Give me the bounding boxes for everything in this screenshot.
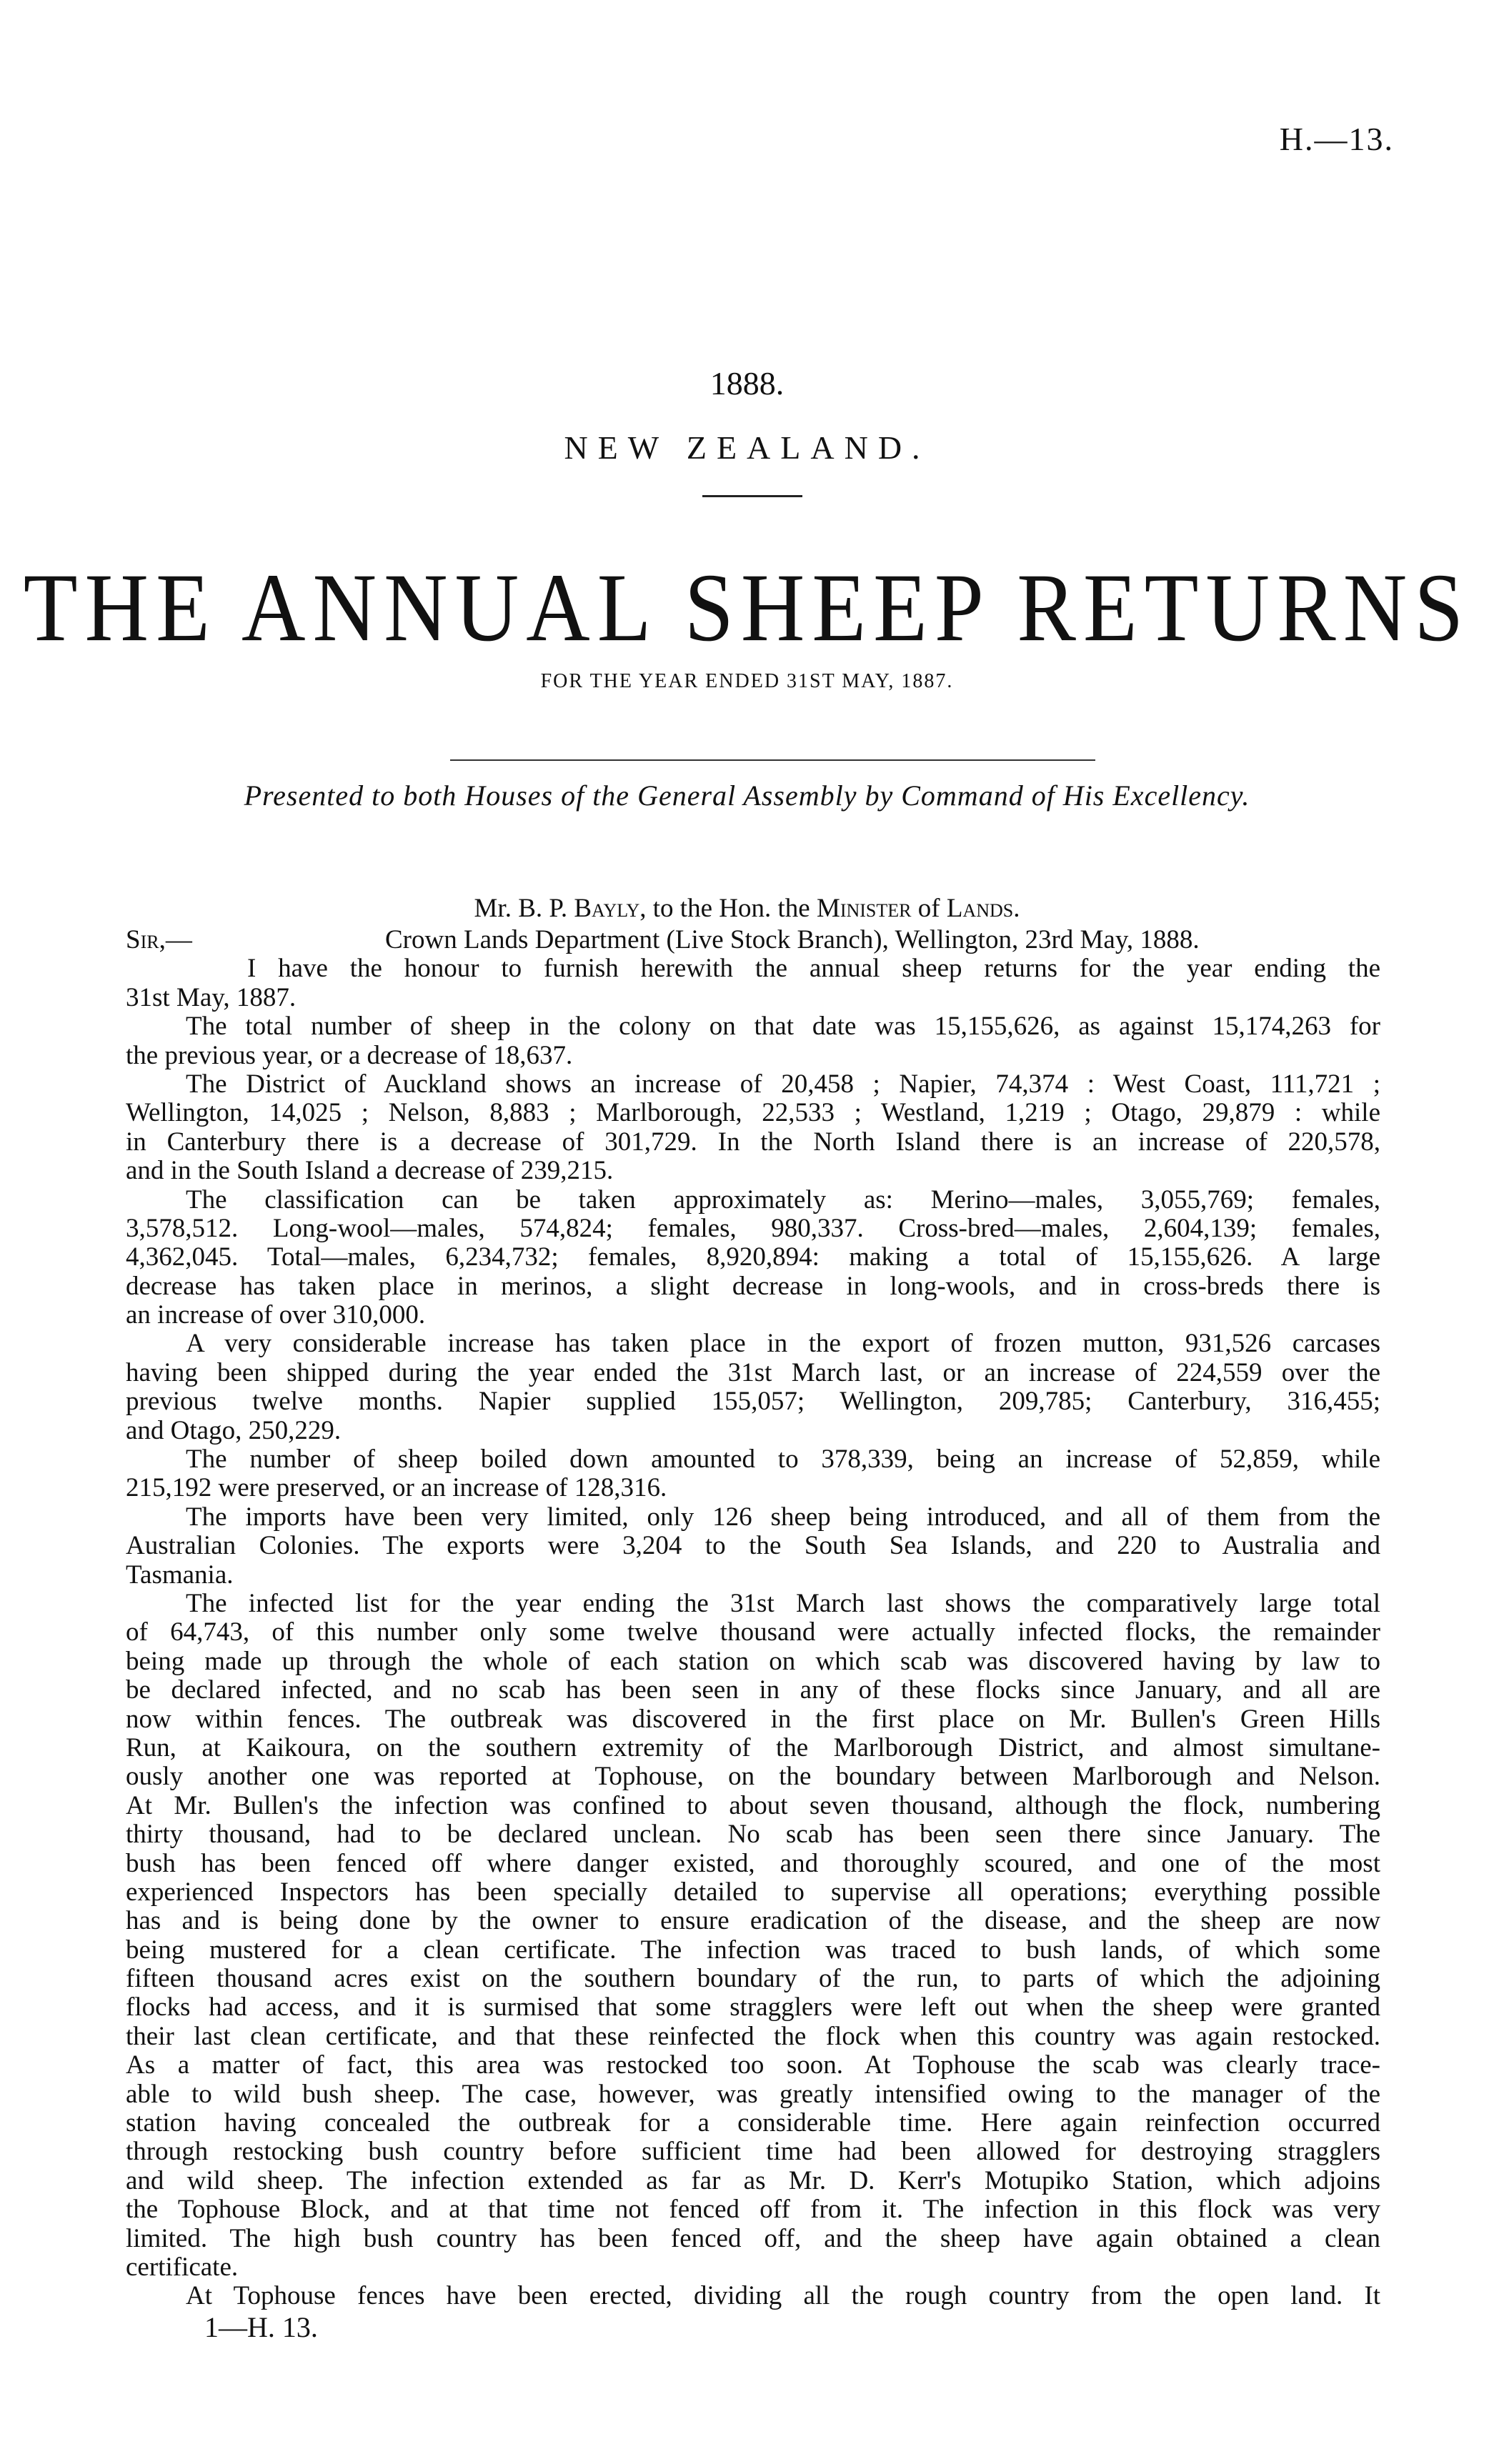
text-line: 3,578,512. Long-wool—males, 574,824; females, 980,337. Cross-bred—males, 2,604,139; females,	[126, 1213, 1380, 1243]
text-line: Wellington, 14,025 ; Nelson, 8,883 ; Marlborough, 22,533 ; Westland, 1,219 ; Otago, 29,879 : while	[126, 1098, 1380, 1128]
text-line: certificate.	[126, 2252, 239, 2282]
text-line: being mustered for a clean certificate. The infection was traced to bush lands, of which some	[126, 1935, 1380, 1965]
text-line: At Tophouse fences have been erected, dividing all the rough country from the open land. It	[186, 2281, 1380, 2311]
paragraph	[126, 1186, 1380, 1330]
text-line: bush has been fenced off where danger existed, and thoroughly scoured, and one of the most	[126, 1848, 1380, 1878]
text-line: the Tophouse Block, and at that time not fenced off from it. The infection in this flock was very	[126, 2195, 1380, 2225]
text-line: 31st May, 1887.	[126, 982, 297, 1012]
paragraph	[126, 1070, 1380, 1186]
divider	[702, 495, 802, 497]
presentation-note: Presented to both Houses of the General Assembly by Command of His Excellency.	[244, 779, 1250, 812]
text-line: Australian Colonies. The exports were 3,204 to the South Sea Islands, and 220 to Australia and	[126, 1531, 1380, 1561]
salutation: Sir,—	[126, 925, 192, 954]
text-line: Tasmania.	[126, 1560, 234, 1590]
document-title: THE ANNUAL SHEEP RETURNS	[23, 554, 1471, 662]
text-line: experienced Inspectors has been specially detailed to supervise all operations; everything possible	[126, 1877, 1380, 1907]
text-line: an increase of over 310,000.	[126, 1300, 426, 1330]
text-line: ously another one was reported at Tophouse, on the boundary between Marlborough and Nelson.	[126, 1762, 1380, 1792]
text-line: of 64,743, of this number only some twelve thousand were actually infected flocks, the remainder	[126, 1617, 1380, 1647]
page-footer: 1—H. 13.	[204, 2311, 318, 2343]
text-line: and wild sheep. The infection extended as far as Mr. D. Kerr's Motupiko Station, which adjoins	[126, 2165, 1380, 2195]
paragraph	[126, 1445, 1380, 1503]
paragraph	[126, 2282, 1380, 2310]
text-line: and Otago, 250,229.	[126, 1415, 342, 1445]
paragraph	[126, 1590, 1380, 2282]
text-line: be declared infected, and no scab has been seen in any of these flocks since January, and all are	[126, 1675, 1380, 1705]
text-line: The imports have been very limited, only 126 sheep being introduced, and all of them from the	[186, 1502, 1380, 1532]
letter-address: Mr. B. P. Bayly, to the Hon. the Minister of Lands.	[474, 894, 1020, 923]
text-line: previous twelve months. Napier supplied 155,057; Wellington, 209,785; Canterbury, 316,455;	[126, 1387, 1380, 1417]
document-subtitle: FOR THE YEAR ENDED 31ST MAY, 1887.	[540, 670, 954, 692]
text-line: The infected list for the year ending the 31st March last shows the comparatively large total	[186, 1588, 1380, 1618]
text-line: thirty thousand, had to be declared unclean. No scab has been seen there since January. The	[126, 1820, 1380, 1850]
text-line: decrease has taken place in merinos, a slight decrease in long-wools, and in cross-breds there is	[126, 1271, 1380, 1301]
text-line: their last clean certificate, and that these reinfected the flock when this country was again restocked.	[126, 2021, 1380, 2051]
text-line: the previous year, or a decrease of 18,637.	[126, 1040, 573, 1070]
text-line: limited. The high bush country has been fenced off, and the sheep have again obtained a clean	[126, 2223, 1380, 2253]
text-line: Run, at Kaikoura, on the southern extremity of the Marlborough District, and almost simultane-	[126, 1732, 1380, 1762]
country-heading: NEW ZEALAND.	[564, 429, 930, 466]
text-line: I have the honour to furnish herewith the annual sheep returns for the year ending the	[247, 954, 1380, 984]
text-line: station having concealed the outbreak for a considerable time. Here again reinfection occurred	[126, 2108, 1380, 2138]
text-line: A very considerable increase has taken place in the export of frozen mutton, 931,526 carcases	[186, 1329, 1380, 1359]
text-line: through restocking bush country before sufficient time had been allowed for destroying stragglers	[126, 2137, 1380, 2167]
letter-body	[126, 926, 1380, 2311]
text-line: fifteen thousand acres exist on the southern boundary of the run, to parts of which the adjoining	[126, 1964, 1380, 1994]
divider	[450, 759, 1095, 761]
text-line: At Mr. Bullen's the infection was confined to about seven thousand, although the flock, numbering	[126, 1790, 1380, 1820]
document-year: 1888.	[709, 365, 785, 401]
text-line: now within fences. The outbreak was discovered in the first place on Mr. Bullen's Green Hills	[126, 1704, 1380, 1734]
text-line: being made up through the whole of each station on which scab was discovered having by law to	[126, 1646, 1380, 1676]
text-line: 215,192 were preserved, or an increase of 128,316.	[126, 1473, 667, 1503]
text-line: The number of sheep boiled down amounted to 378,339, being an increase of 52,859, while	[186, 1445, 1380, 1475]
text-line: 4,362,045. Total—males, 6,234,732; females, 8,920,894: making a total of 15,155,626. A large	[126, 1242, 1380, 1272]
dateline: Crown Lands Department (Live Stock Branch), Wellington, 23rd May, 1888.	[385, 925, 1200, 954]
text-line: flocks had access, and it is surmised that some stragglers were left out when the sheep were granted	[126, 1992, 1380, 2022]
text-line: has and is being done by the owner to ensure eradication of the disease, and the sheep are now	[126, 1906, 1380, 1936]
text-line: The classification can be taken approximately as: Merino—males, 3,055,769; females,	[186, 1184, 1380, 1214]
text-line: The total number of sheep in the colony on that date was 15,155,626, as against 15,174,263 for	[186, 1012, 1380, 1042]
text-line: and in the South Island a decrease of 239,215.	[126, 1156, 614, 1186]
text-line: having been shipped during the year ended the 31st March last, or an increase of 224,559 over the	[126, 1357, 1380, 1387]
paragraph	[126, 954, 1380, 1012]
page-reference: H.—13.	[1279, 121, 1394, 157]
paragraph	[126, 1503, 1380, 1590]
salutation-line	[126, 926, 1380, 954]
text-line: in Canterbury there is a decrease of 301,729. In the North Island there is an increase of 220,578,	[126, 1127, 1380, 1157]
paragraph	[126, 1012, 1380, 1070]
text-line: The District of Auckland shows an increase of 20,458 ; Napier, 74,374 : West Coast, 111,721 ;	[186, 1069, 1380, 1099]
text-line: As a matter of fact, this area was restocked too soon. At Tophouse the scab was clearly trace-	[126, 2050, 1380, 2080]
text-line: able to wild bush sheep. The case, however, was greatly intensified owing to the manager of the	[126, 2079, 1380, 2109]
paragraph	[126, 1330, 1380, 1445]
